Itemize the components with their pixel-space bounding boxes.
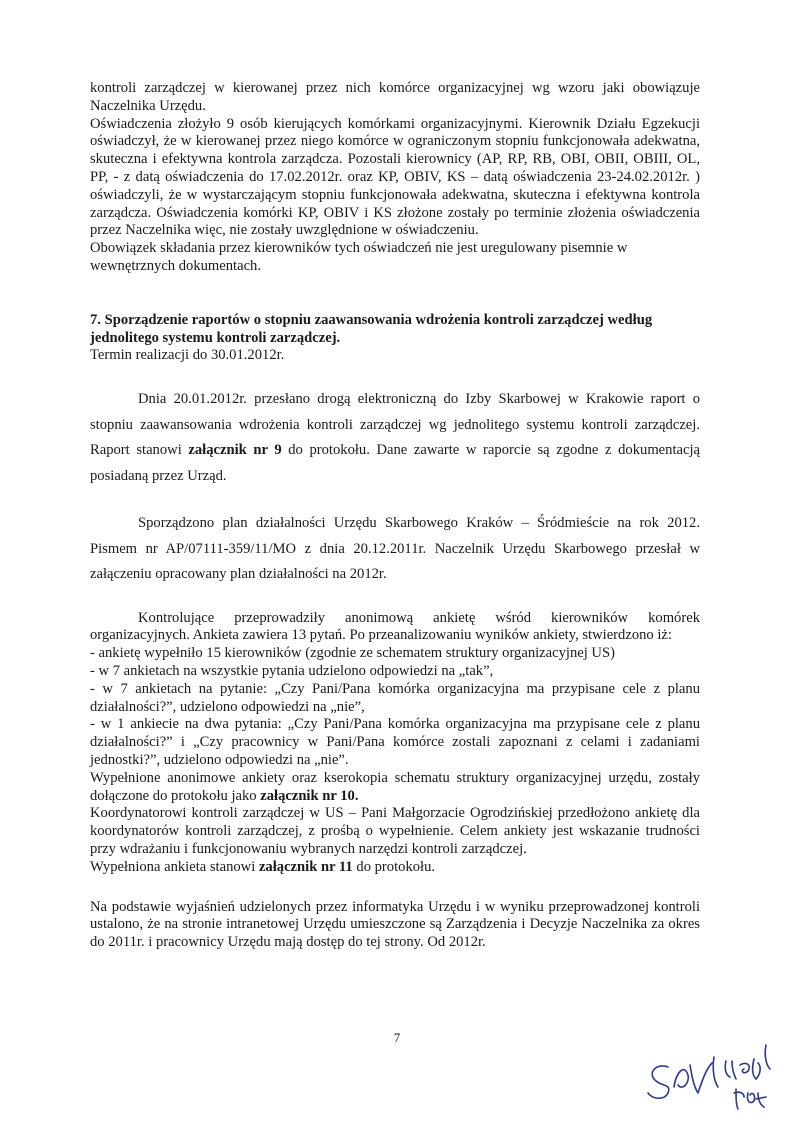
paragraph-activity-plan: Sporządzono plan działalności Urzędu Skarbowego Kraków – Śródmieście na rok 2012. Pismem nr AP/07111-359/11/MO z dnia 20.12.2011r. Naczelnik Urzędu Skarbowego przesłał w załączeniu opracowany plan działalności na 2012r.	[90, 515, 700, 583]
deadline-line: Termin realizacji do 30.01.2012r.	[90, 347, 285, 364]
attachment-ref-11: załącznik nr 11	[258, 858, 353, 875]
paragraph-obligation: Obowiązek składania przez kierowników tych oświadczeń nie jest uregulowany pisemnie w wewnętrznych dokumentach.	[90, 240, 628, 274]
page-number: 7	[393, 1030, 401, 1045]
paragraph-declaration-scope: kontroli zarządczej w kierowanej przez nich komórce organizacyjnej wg wzoru jaki obowiązuje Naczelnika Urzędu.	[90, 80, 700, 114]
paragraph-survey-attached: Wypełnione anonimowe ankiety oraz kserokopia schematu struktury organizacyjnej urzędu, zostały dołączone do protokołu jako załącznik nr 10.	[90, 769, 700, 804]
survey-result-item: - ankietę wypełniło 15 kierowników (zgodnie ze schematem struktury organizacyjnej US)	[90, 645, 615, 662]
attachment-ref-10: załącznik nr 10.	[260, 787, 359, 804]
survey-result-item: - w 7 ankietach na pytanie: „Czy Pani/Pana komórka organizacyjna ma przypisane cele z planu działalności?”, udzielono odpowiedzi na „nie”,	[90, 680, 700, 715]
paragraph-survey-attachment-11: Wypełniona ankieta stanowi załącznik nr 11 do protokołu.	[90, 858, 436, 875]
paragraph-declarations-submitted: Oświadczenia złożyło 9 osób kierujących komórkami organizacyjnymi. Kierownik Działu Egzekucji oświadczył, że w kierowanej przez niego komórce w ograniczonym stopniu funkcjonowała adekwatna, skuteczna i efektywna kontrola zarządcza. Pozostali kierownicy (AP, RP, RB, OBI, OBII, OBIII, OL, PP, - z datą oświadczenia do 17.02.2012r. oraz KP, OBIV, KS – datą oświadczenia 23-24.02.2012r. ) oświadczyli, że w wystarczającym stopniu funkcjonowała adekwatna, skuteczna i efektywna kontrola zarządcza. Oświadczenia komórki KP, OBIV i KS złożone zostały po terminie złożenia oświadczenia przez Naczelnika więc, nie zostały uwzględnione w oświadczeniu.	[90, 115, 700, 239]
survey-result-item: - w 7 ankietach na wszystkie pytania udzielono odpowiedzi na „tak”,	[90, 663, 494, 680]
paragraph-report-sent: Dnia 20.01.2012r. przesłano drogą elektroniczną do Izby Skarbowej w Krakowie raport o stopniu zaawansowania wdrożenia kontroli zarządczej wg jednolitego systemu kontroli zarządczej. Raport stanowi załącznik nr 9 do protokołu. Dane zawarte w raporcie są zgodne z dokumentacją posiadaną przez Urząd.	[90, 391, 700, 484]
section-heading-7: 7. Sporządzenie raportów o stopniu zaawansowania wdrożenia kontroli zarządczej według jednolitego systemu kontroli zarządczej.	[90, 311, 653, 346]
handwritten-signature	[640, 1035, 790, 1115]
paragraph-survey: Kontrolujące przeprowadziły anonimową ankietę wśród kierowników komórek organizacyjnych. Ankieta zawiera 13 pytań. Po przeanalizowaniu wyników ankiety, stwierdzono iż:	[90, 609, 700, 644]
survey-result-item: - w 1 ankiecie na dwa pytania: „Czy Pani/Pana komórka organizacyjna ma przypisane cele z planu działalności?” i „Czy pracownicy w Pani/Pana komórce zostali zapoznani z celami i zadaniami jednostki?”, udzielono odpowiedzi na „nie”.	[90, 716, 700, 769]
paragraph-intranet: Na podstawie wyjaśnień udzielonych przez informatyka Urzędu i w wyniku przeprowadzonej kontroli ustalono, że na stronie intranetowej Urzędu umieszczone są Zarządzenia i Decyzje Naczelnika za okres do 2011r. i pracownicy Urzędu mają dostęp do tej strony. Od 2012r.	[90, 898, 700, 951]
document-body	[90, 80, 700, 952]
attachment-ref-9: załącznik nr 9	[188, 442, 282, 459]
paragraph-coordinator-survey: Koordynatorowi kontroli zarządczej w US – Pani Małgorzacie Ogrodzińskiej przedłożono ankietę dla koordynatorów kontroli zarządczej, z prośbą o wypełnienie. Celem ankiety jest wskazanie trudności przy wdrażaniu i funkcjonowaniu wybranych narzędzi kontroli zarządczej.	[90, 805, 700, 858]
